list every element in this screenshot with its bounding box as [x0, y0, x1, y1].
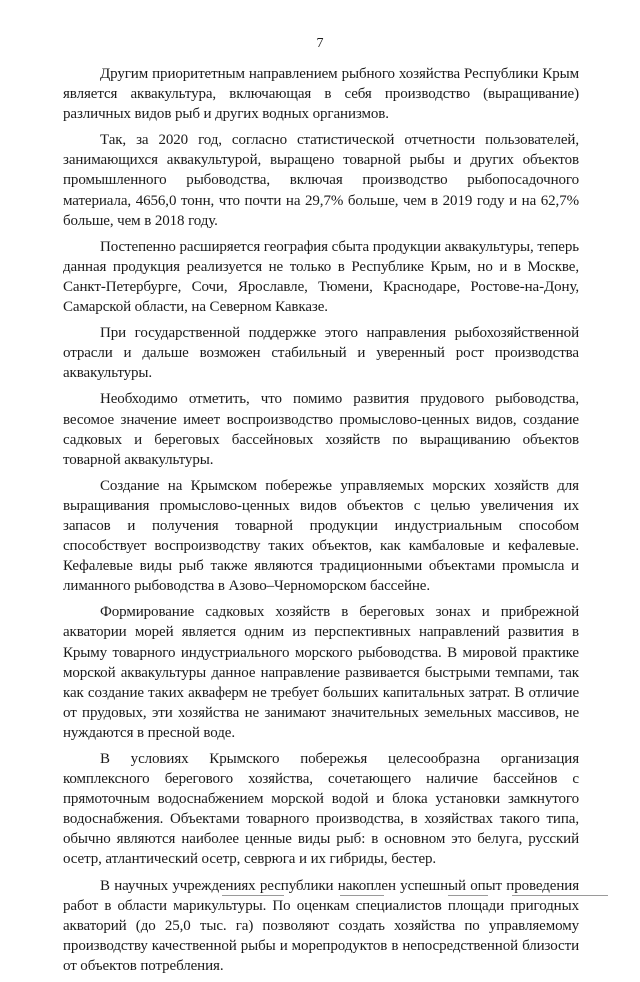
paragraph-2020-statistics: Так, за 2020 год, согласно статистической отчетности пользователей, занимающихся аквакультурой, выращено товарной рыбы и других объектов промышленного рыбоводства, включая производство рыбопосадочного материала, 4656,0 тонн, что почти на 29,7% больше, чем в 2019 году и на 62,7% больше, чем в 2018 году. — [63, 132, 579, 229]
paragraph-coastal-complex: В условиях Крымского побережья целесообразна организация комплексного берегового хозяйства, сочетающего наличие бассейнов с прямоточным водоснабжением морской водой и блока установки замкнутого водоснабжения. Объектами товарного производства, в хозяйствах такого типа, обычно являются наиболее ценные виды рыб: в основном это белуга, русский осетр, атлантический осетр, севрюга и их гибриды, бестер. — [63, 751, 579, 868]
paragraph-sales-geography: Постепенно расширяется география сбыта продукции аквакультуры, теперь данная продукция реализуется не только в Республике Крым, но и в Москве, Санкт-Петербурге, Сочи, Ярославле, Тюмени, Краснодаре, Ростове-на-Дону, Самарской области, на Северном Кавказе. — [63, 238, 579, 316]
document-body — [63, 64, 579, 982]
footer-line — [222, 895, 284, 896]
paragraph-pond-fish-farming: Необходимо отметить, что помимо развития прудового рыбоводства, весомое значение имеет воспроизводство промыслово-ценных видов, создание садковых и береговых бассейновых хозяйств по выращиванию объектов товарной аквакультуры. — [63, 391, 579, 468]
footer-line — [512, 895, 608, 896]
footer-line — [340, 895, 384, 896]
paragraph-mariculture-research: В научных учреждениях республики накоплен успешный опыт проведения работ в области марикультуры. По оценкам специалистов площади пригодных акваторий (до 25,0 тыс. га) позволяют создать хозяйства по управляемому производству качественной рыбы и морепродуктов в непосредственной близости от объектов потребления. — [63, 877, 579, 974]
paragraph-aquaculture-priority: Другим приоритетным направлением рыбного хозяйства Республики Крым является аквакультура, включающая в себя производство (выращивание) различных видов рыб и других водных организмов. — [63, 66, 579, 123]
paragraph-cage-farms: Формирование садковых хозяйств в береговых зонах и прибрежной акватории морей является одним из перспективных направлений развития в Крыму товарного индустриального морского рыбоводства. В мировой практике морской аквакультуры данное направление развивается быстрыми темпами, так как создание таких акваферм не требует больших капитальных затрат. В отличие от прудовых, эти хозяйства не занимают значительных земельных массивов, не нуждаются в пресной воде. — [63, 604, 579, 741]
footer-line — [448, 895, 488, 896]
paragraph-marine-farms: Создание на Крымском побережье управляемых морских хозяйств для выращивания промыслово-ценных видов объектов с целью увеличения их запасов и получения товарной продукции индустриальным способом способствует воспроизводству таких объектов, как камбаловые и кефалевые. Кефалевые виды рыб также являются традиционными объектами промысла и лиманного рыбоводства в Азово–Черноморском бассейне. — [63, 477, 579, 595]
paragraph-state-support: При государственной поддержке этого направления рыбохозяйственной отрасли и дальше возможен стабильный и уверенный рост производства аквакультуры. — [63, 325, 579, 382]
footer-scan-lines — [0, 892, 640, 900]
page-number: 7 — [316, 36, 324, 51]
